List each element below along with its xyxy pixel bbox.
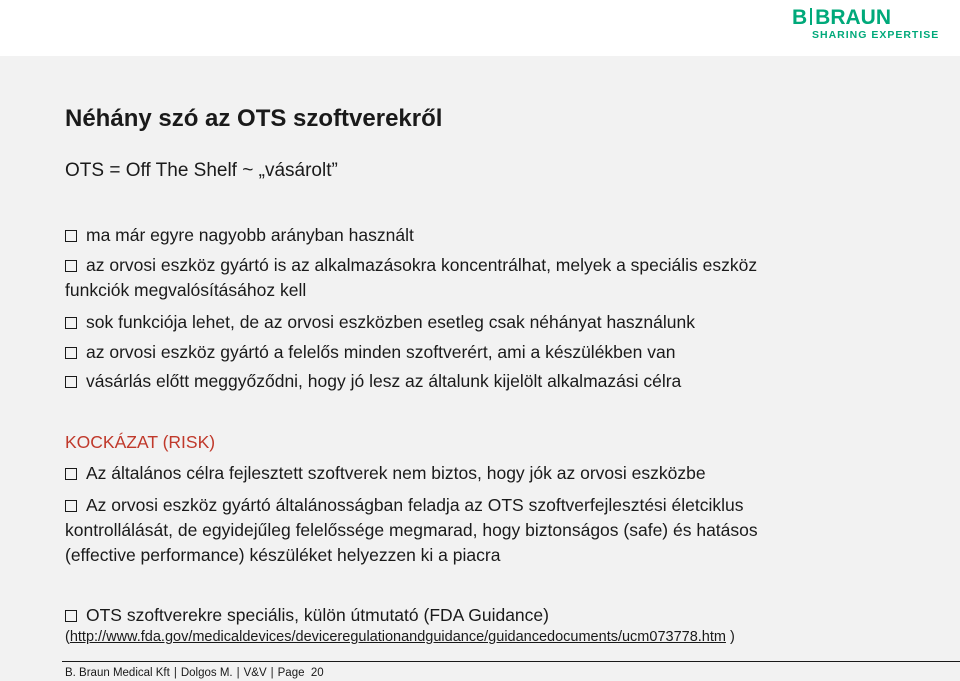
bullet-text: vásárlás előtt meggyőződni, hogy jó lesz az általunk kijelölt alkalmazási célra (86, 371, 682, 391)
checkbox-bullet-icon (65, 317, 77, 329)
slide-background (0, 56, 960, 681)
checkbox-bullet-icon (65, 610, 77, 622)
bullet-text: az orvosi eszköz gyártó a felelős minden szoftverért, ami a készülékben van (86, 342, 676, 362)
list-item (65, 312, 695, 333)
list-item (65, 371, 681, 392)
logo-brand (792, 6, 891, 30)
guidance-link-line (65, 629, 735, 645)
fda-guidance-link[interactable]: http://www.fda.gov/medicaldevices/deviceregulationandguidance/guidancedocuments/ucm073778.htm (69, 629, 726, 645)
footer-separator: | (173, 667, 177, 679)
footer-divider (62, 661, 960, 662)
page-title: Néhány szó az OTS szoftverekről (65, 105, 443, 132)
checkbox-bullet-icon (65, 260, 77, 272)
footer-author: Dolgos M. (180, 667, 233, 679)
footer-page-label: Page (277, 667, 305, 679)
bullet-continuation: funkciók megvalósításához kell (65, 280, 307, 300)
risk-heading: KOCKÁZAT (RISK) (65, 432, 216, 452)
logo-divider (810, 8, 812, 25)
logo-tagline: SHARING EXPERTISE (812, 29, 940, 41)
bullet-continuation: (effective performance) készüléket helyezzen ki a piacra (65, 545, 501, 565)
checkbox-bullet-icon (65, 376, 77, 388)
bbraun-logo (786, 6, 940, 41)
checkbox-bullet-icon (65, 347, 77, 359)
list-item (65, 463, 706, 484)
bullet-text: ma már egyre nagyobb arányban használt (86, 225, 414, 245)
footer-company: B. Braun Medical Kft (65, 667, 170, 679)
list-item (65, 342, 675, 363)
bullet-continuation: kontrollálását, de egyidejűleg felelőssége megmarad, hogy biztonságos (safe) és hatásos (65, 520, 758, 540)
bullet-text: Az általános célra fejlesztett szoftverek nem biztos, hogy jók az orvosi eszközbe (86, 463, 706, 483)
footer-separator: | (236, 667, 240, 679)
page-subtitle: OTS = Off The Shelf ~ „vásárolt” (65, 160, 338, 181)
checkbox-bullet-icon (65, 230, 77, 242)
logo-brand-right: BRAUN (815, 6, 891, 29)
list-item (65, 225, 414, 246)
list-item (65, 605, 549, 626)
list-item (65, 255, 757, 276)
footer-topic: V&V (243, 667, 267, 679)
checkbox-bullet-icon (65, 468, 77, 480)
bullet-text: OTS szoftverekre speciális, külön útmutató (FDA Guidance) (86, 605, 549, 625)
bullet-text: sok funkciója lehet, de az orvosi eszközben esetleg csak néhányat használunk (86, 312, 695, 332)
footer-page-number: 20 (310, 667, 324, 679)
bullet-text: az orvosi eszköz gyártó is az alkalmazásokra koncentrálhat, melyek a speciális eszköz (86, 255, 758, 275)
link-paren-close: ) (725, 629, 735, 645)
bullet-text: Az orvosi eszköz gyártó általánosságban feladja az OTS szoftverfejlesztési életciklus (86, 495, 744, 515)
footer (65, 667, 324, 679)
logo-brand-left: B (792, 6, 808, 29)
checkbox-bullet-icon (65, 500, 77, 512)
list-item (65, 495, 744, 516)
footer-separator: | (270, 667, 274, 679)
link-paren-open: ( (65, 629, 70, 645)
